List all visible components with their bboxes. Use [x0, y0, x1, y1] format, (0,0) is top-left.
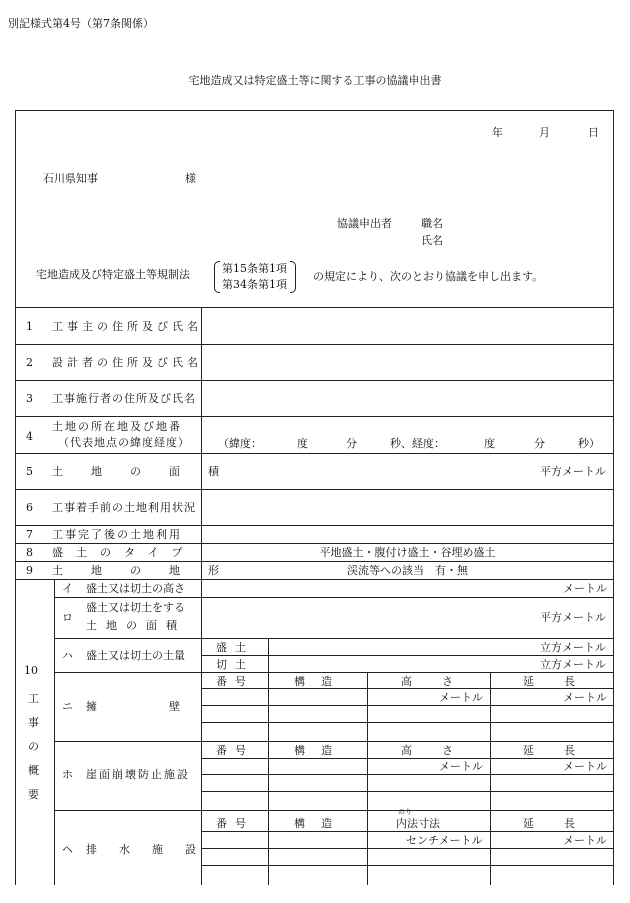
row-6-num: 6 [26, 501, 33, 514]
he-col-structure: 構造 [294, 817, 348, 830]
ho-height-unit: メートル [439, 760, 483, 773]
item-ho-label: 崖面崩壊防止施設 [86, 768, 190, 781]
row-3-num: 3 [26, 392, 33, 405]
applicant-post: 職名 [421, 217, 443, 230]
row-6-label: 工事着手前の土地利用状況 [52, 501, 196, 514]
date-day: 日 [588, 126, 599, 139]
law-name: 宅地造成及び特定盛土等規制法 [36, 268, 190, 281]
item-ha-fill: 盛土 [216, 641, 254, 654]
section-10-char-1: 工 [28, 692, 39, 705]
item-ro-unit: 平方メートル [540, 611, 606, 624]
item-ha-unit-cut: 立方メートル [540, 658, 606, 671]
ho-col-length: 延長 [523, 744, 605, 757]
row-5-num: 5 [26, 465, 33, 478]
ho-col-height: 高さ [401, 744, 483, 757]
form-number: 別記様式第4号（第7条関係） [8, 17, 154, 30]
row-8-value: 平地盛土・腹付け盛土・谷埋め盛土 [319, 546, 496, 559]
addressee: 石川県知事 [43, 172, 98, 185]
row-9-num: 9 [26, 564, 33, 577]
item-ha-label: 盛土又は切土の土量 [86, 649, 185, 662]
latitude-label: （緯度： [218, 437, 262, 450]
row-4-num: 4 [26, 430, 33, 443]
row-3-field[interactable] [202, 381, 613, 416]
law-text: の規定により、次のとおり協議を申し出ます。 [313, 270, 544, 283]
item-ro-label-2: 土地の面積 [86, 619, 186, 632]
row-2-num: 2 [26, 356, 33, 369]
he-col-number: 番号 [216, 817, 254, 830]
lat-minute: 分 [346, 437, 357, 450]
left-brace-icon [214, 261, 220, 293]
applicant-label: 協議申出者 [337, 217, 392, 230]
he-size-unit: センチメートル [406, 834, 483, 847]
he-col-size-ruby: のり [398, 808, 412, 816]
frame-top [15, 110, 614, 111]
honorific: 様 [185, 172, 196, 185]
section-10-char-4: 概 [28, 764, 39, 777]
row-1-label: 工事主の住所及び氏名 [52, 320, 202, 333]
law-clause-2: 第34条第1項 [222, 278, 287, 291]
lon-minute: 分 [534, 437, 545, 450]
item-ni-mark: ニ [62, 700, 73, 713]
item-i-unit: メートル [563, 582, 607, 595]
he-length-unit: メートル [563, 834, 607, 847]
lon-label: 秒、経度： [390, 437, 445, 450]
row-5-unit: 平方メートル [540, 465, 606, 478]
ho-col-number: 番号 [216, 744, 254, 757]
ni-col-structure: 構造 [294, 675, 348, 688]
ni-col-length: 延長 [523, 675, 605, 688]
row-9-label: 土地の地形 [52, 564, 247, 577]
row-2-label: 設計者の住所及び氏名 [52, 356, 202, 369]
row-4-label: 土地の所在地及び地番 [52, 420, 182, 433]
section-10-char-2: 事 [28, 716, 39, 729]
row-4-sublabel: （代表地点の緯度経度） [58, 436, 190, 449]
row-5-label: 土地の面積 [52, 465, 247, 478]
section-10-num: 10 [24, 664, 38, 677]
ni-col-height: 高さ [401, 675, 483, 688]
row-3-label: 工事施行者の住所及び氏名 [52, 392, 196, 405]
row-1-num: 1 [26, 320, 33, 333]
date-year: 年 [492, 126, 503, 139]
item-ha-cut: 切土 [216, 658, 254, 671]
right-brace-icon [290, 261, 296, 293]
item-ro-label-1: 盛土又は切土をする [86, 601, 185, 614]
row-9-value: 渓流等への該当 有・無 [347, 564, 468, 577]
ho-col-structure: 構造 [294, 744, 348, 757]
ni-col-number: 番号 [216, 675, 254, 688]
item-he-label: 排水施設 [86, 843, 218, 856]
law-clause-1: 第15条第1項 [222, 262, 287, 275]
row-1-field[interactable] [202, 308, 613, 344]
ho-length-unit: メートル [563, 760, 607, 773]
row-6-field[interactable] [202, 490, 613, 525]
ni-height-unit: メートル [439, 691, 483, 704]
item-ni-label: 擁壁 [86, 700, 252, 713]
item-ha-mark: ハ [62, 649, 73, 662]
row-7-label: 工事完了後の土地利用 [52, 528, 182, 541]
row-7-num: 7 [26, 528, 33, 541]
row-2-field[interactable] [202, 345, 613, 380]
item-ha-unit-fill: 立方メートル [540, 641, 606, 654]
item-ho-mark: ホ [62, 768, 73, 781]
item-i-mark: イ [62, 582, 73, 595]
he-col-length: 延長 [523, 817, 605, 830]
he-col-size: 内法寸法 [396, 817, 440, 830]
row-8-label: 盛土のタイプ [52, 546, 196, 559]
applicant-name: 氏名 [421, 234, 443, 247]
lat-degree: 度 [297, 437, 308, 450]
frame-right [613, 110, 614, 885]
item-i-label: 盛土又は切土の高さ [86, 582, 185, 595]
lon-degree: 度 [484, 437, 495, 450]
form-title: 宅地造成又は特定盛土等に関する工事の協議申出書 [188, 74, 442, 87]
lon-second: 秒） [578, 437, 600, 450]
item-ro-mark: ロ [62, 611, 73, 624]
row-8-num: 8 [26, 546, 33, 559]
date-month: 月 [539, 126, 550, 139]
section-10-char-5: 要 [28, 788, 39, 801]
item-he-mark: ヘ [62, 843, 73, 856]
section-10-char-3: の [28, 740, 39, 753]
ni-length-unit: メートル [563, 691, 607, 704]
frame-left [15, 110, 16, 885]
